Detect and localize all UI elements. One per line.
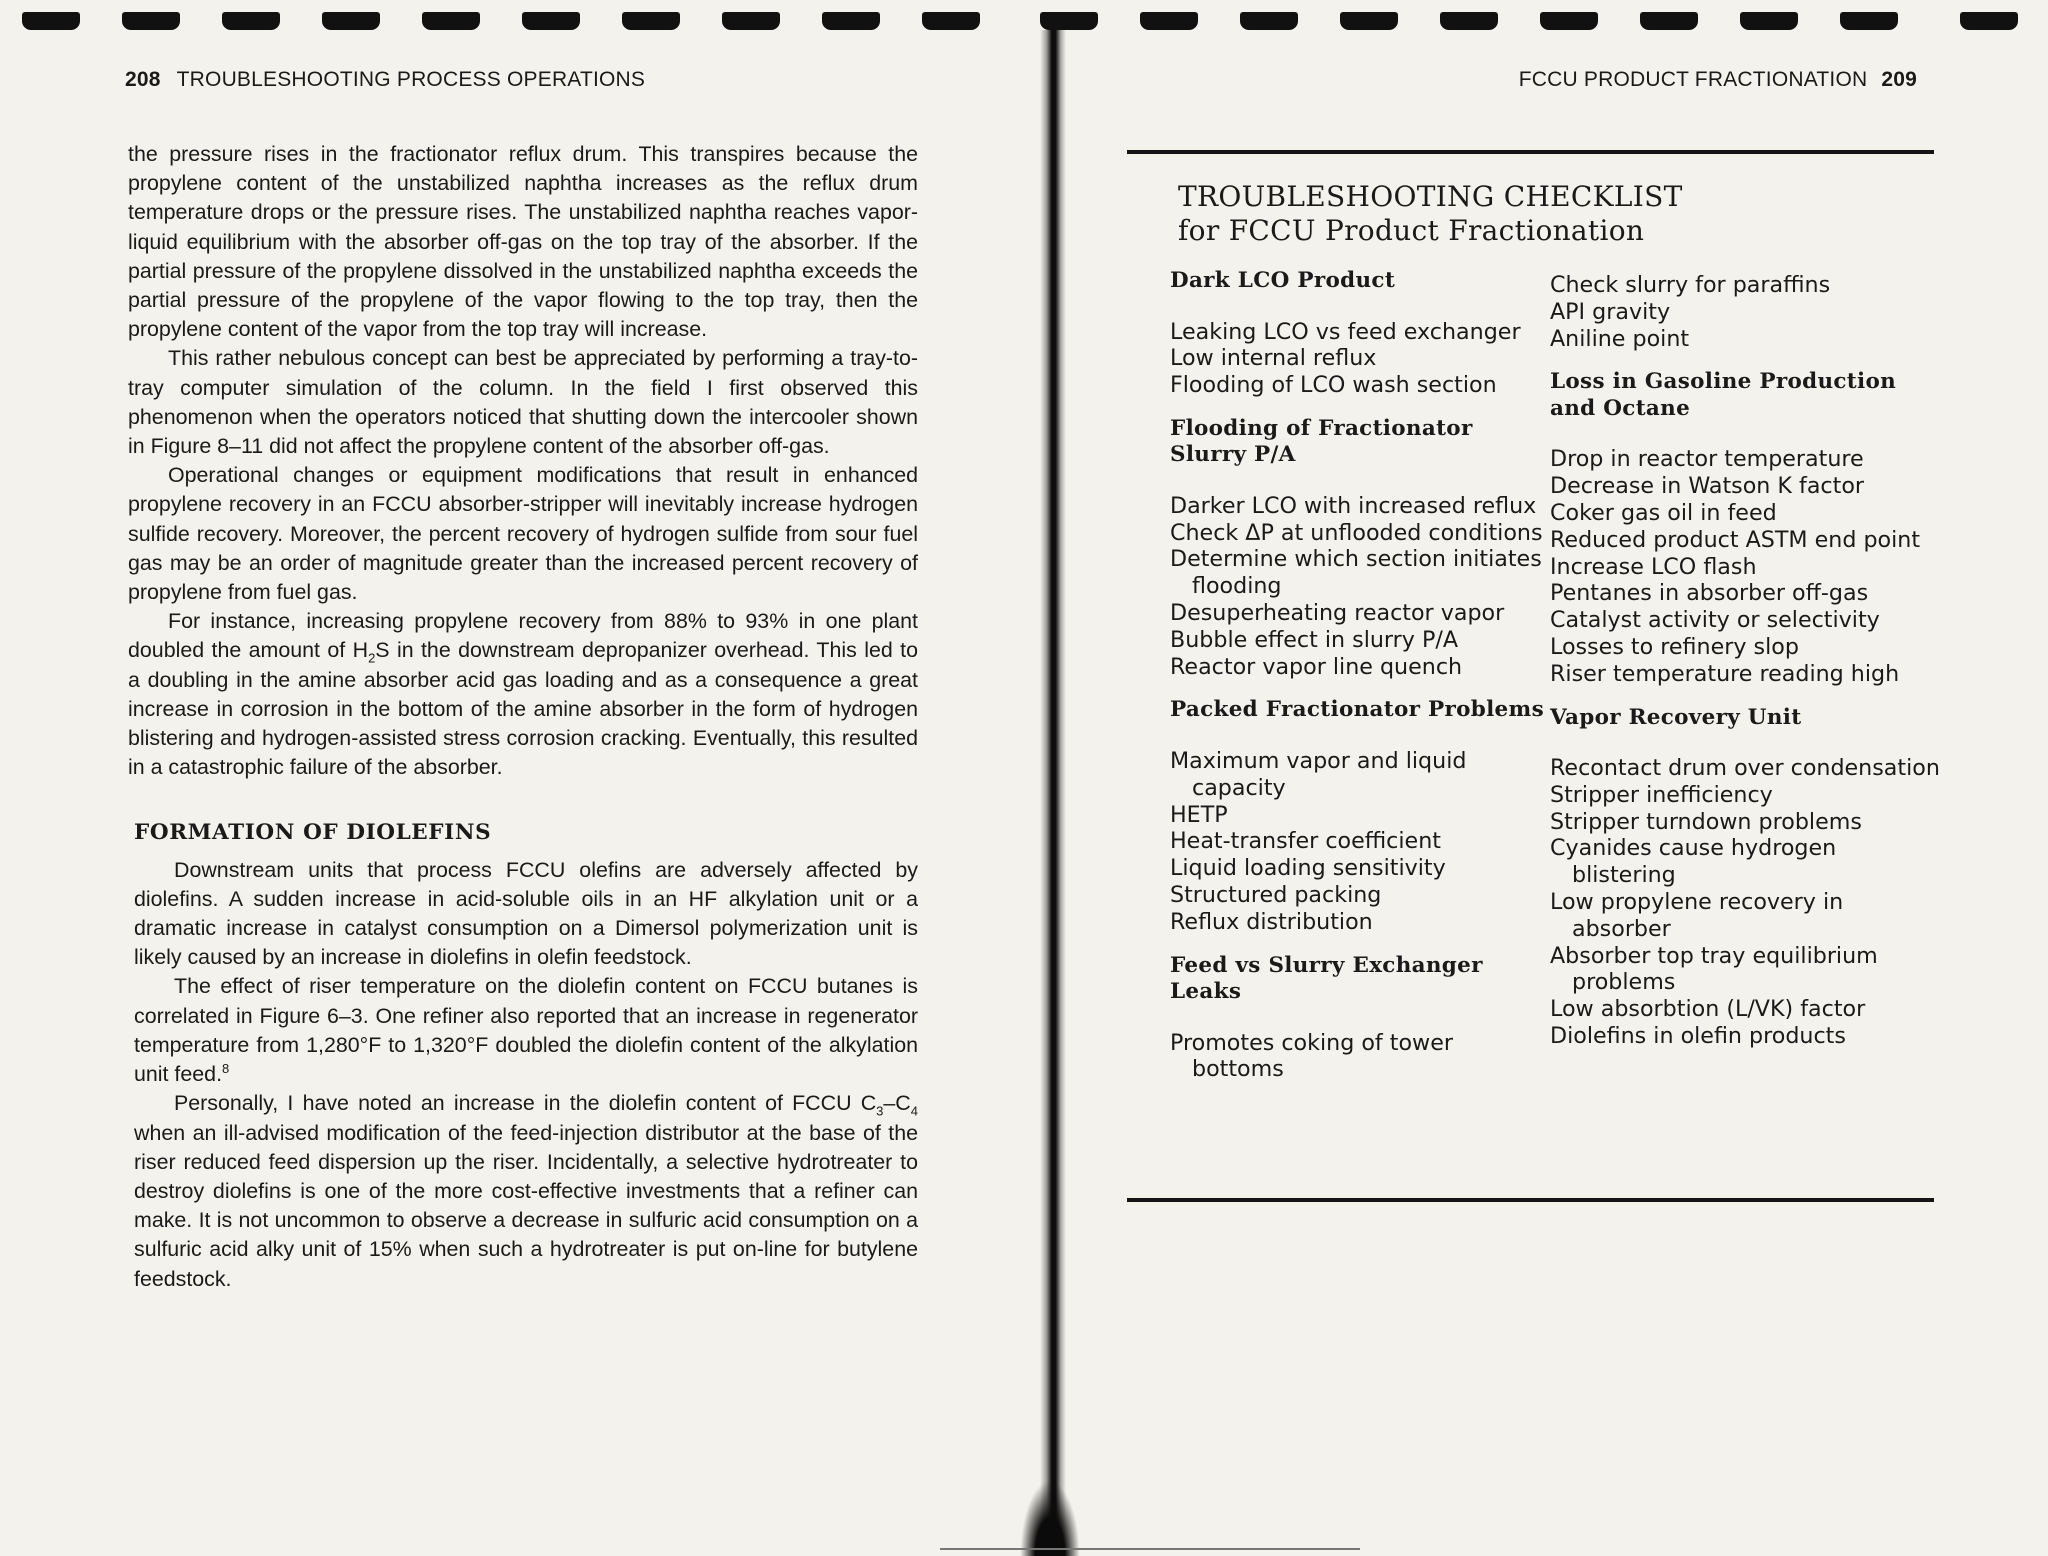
checklist-item: Diolefins in olefin products — [1550, 1023, 1846, 1050]
checklist-right-column — [1550, 272, 1940, 1067]
checklist-item: Increase LCO flash — [1550, 553, 1757, 580]
checklist-section-heading: Vapor Recovery Unit — [1550, 704, 1802, 730]
checklist-item: Liquid loading sensitivity — [1170, 855, 1446, 882]
binding-hole — [1840, 12, 1898, 30]
checklist-item: Heat-transfer coefficient — [1170, 828, 1441, 855]
checklist-item: Structured packing — [1170, 881, 1382, 908]
binding-hole — [1960, 12, 2018, 30]
checklist-item: Pentanes in absorber off-gas — [1550, 580, 1869, 607]
binding-hole — [322, 12, 380, 30]
checklist-item: Decrease in Watson K factor — [1550, 473, 1865, 500]
checklist-bottom-rule — [1127, 1198, 1934, 1202]
binding-hole — [1640, 12, 1698, 30]
checklist-item: Drop in reactor temperature — [1550, 446, 1864, 473]
binding-hole — [1340, 12, 1398, 30]
checklist-section-heading: Feed vs Slurry Exchanger Leaks — [1170, 952, 1483, 1005]
checklist-section — [1170, 953, 1550, 1084]
paragraph: This rather nebulous concept can best be appreciated by performing a tray-to-tray computer simulation of the column. In the field I first observed this phenomenon when the operators noticed that shutting down the intercooler shown in Figure 8–11 did not affect the propylene content of the absorber off-gas. — [128, 346, 918, 459]
binding-hole — [1040, 12, 1098, 30]
binding-hole — [922, 12, 980, 30]
right-running-title: FCCU PRODUCT FRACTIONATION — [1518, 68, 1868, 91]
checklist-section-heading: Loss in Gasoline Production and Octane — [1550, 369, 1897, 421]
checklist-item: Desuperheating reactor vapor — [1170, 600, 1505, 627]
checklist-item: Promotes coking of tower bottoms — [1170, 1029, 1453, 1083]
binding-hole — [22, 12, 80, 30]
checklist-title-line: TROUBLESHOOTING CHECKLIST — [1178, 180, 1683, 213]
text-run: For instance, increasing propylene recovery from 88% to 93% in one plant doubled the amount of H — [128, 609, 918, 663]
checklist-left-column — [1170, 268, 1550, 1100]
checklist-section-heading: Dark LCO Product — [1170, 268, 1396, 293]
binding-hole — [822, 12, 880, 30]
binding-hole — [1440, 12, 1498, 30]
binding-holes — [0, 12, 2048, 32]
text-run: when an ill-advised modification of the feed-injection distributor at the base of the riser reduced feed dispersion up the riser. Incidentally, a selective hydrotreater to destroy diolefins is one of the more cost-effective investments that a refiner can make. It is not uncommon to observe a decrease in sulfuric acid consumption on a sulfuric acid alky unit of 15% when such a hydrotreater is put on-line for butylene feedstock. — [134, 1120, 918, 1291]
paragraph — [128, 607, 918, 782]
checklist-item: Recontact drum over condensation — [1550, 755, 1940, 782]
binding-hole — [1740, 12, 1798, 30]
paragraph — [134, 1089, 918, 1293]
checklist-item: Aniline point — [1550, 325, 1690, 352]
left-running-head — [125, 68, 645, 92]
checklist-item: Low internal reflux — [1170, 345, 1377, 372]
text-run: Personally, I have noted an increase in the diolefin content of FCCU C — [174, 1091, 877, 1116]
binding-hole — [522, 12, 580, 30]
binding-hole — [1240, 12, 1298, 30]
checklist-item: Darker LCO with increased reflux — [1170, 492, 1537, 519]
checklist-item: Leaking LCO vs feed exchanger — [1170, 318, 1521, 345]
checklist-item: Reactor vapor line quench — [1170, 653, 1463, 680]
checklist-item: Coker gas oil in feed — [1550, 499, 1777, 526]
checklist-title — [1178, 180, 1683, 248]
checklist-item: HETP — [1170, 801, 1228, 828]
binding-hole — [1140, 12, 1198, 30]
checklist-item: Absorber top tray equilibrium problems — [1550, 942, 1878, 996]
right-running-head — [1519, 68, 1917, 92]
checklist-section — [1550, 272, 1940, 352]
checklist-item: Low propylene recovery in absorber — [1550, 889, 1844, 942]
checklist-section — [1550, 705, 1940, 1050]
footnote-ref: 8 — [222, 1060, 230, 1076]
checklist-item: Reflux distribution — [1170, 908, 1373, 935]
checklist-item: Check ΔP at unflooded conditions — [1170, 519, 1543, 546]
diolefins-section — [128, 818, 918, 1293]
checklist-item: Low absorbtion (L/VK) factor — [1550, 996, 1866, 1023]
checklist-item: Riser temperature reading high — [1550, 660, 1900, 687]
left-page-number: 208 — [125, 68, 161, 91]
checklist-item: Cyanides cause hydrogen blistering — [1550, 835, 1837, 889]
paragraph: Downstream units that process FCCU olefins are adversely affected by diolefins. A sudden increase in acid-soluble oils in an HF alkylation unit or a dramatic increase in catalyst consumption on a Dimersol polymerization unit is likely caused by an increase in diolefins in olefin feedstock. — [134, 857, 918, 970]
checklist-item: Losses to refinery slop — [1550, 633, 1799, 660]
checklist-item: Check slurry for paraffins — [1550, 272, 1831, 298]
checklist-section — [1170, 697, 1550, 935]
checklist-item: Determine which section initiates flooding — [1170, 546, 1542, 600]
left-page-body — [128, 140, 918, 1294]
text-run: The effect of riser temperature on the diolefin content on FCCU butanes is correlated in Figure 6–3. One refiner also reported that an increase in regenerator temperature from 1,280°F to 1,320°F doubled the diolefin content of the alkylation unit feed. — [134, 974, 918, 1087]
book-gutter — [1040, 30, 1066, 1556]
checklist-top-rule — [1127, 150, 1934, 154]
binding-hole — [722, 12, 780, 30]
checklist-section-heading: Packed Fractionator Problems — [1170, 697, 1544, 723]
checklist-item: Stripper inefficiency — [1550, 781, 1773, 808]
paragraph: the pressure rises in the fractionator reflux drum. This transpires because the propylene content of the unstabilized naphtha increases as the reflux drum temperature drops or the pressure rises. The unstabilized naphtha reaches vapor-liquid equilibrium with the absorber off-gas on the top tray of the absorber. If the partial pressure of the propylene dissolved in the unstabilized naphtha exceeds the partial pressure of the propylene of the vapor flowing to the top tray, then the propylene content of the vapor from the top tray will increase. — [128, 142, 918, 342]
gutter-shadow — [1020, 1480, 1080, 1556]
checklist-section-heading: Flooding of Fractionator Slurry P/A — [1170, 415, 1473, 468]
subscript: 3 — [876, 1103, 884, 1119]
page-edge-line — [940, 1548, 1360, 1550]
checklist-item: Flooding of LCO wash section — [1170, 372, 1497, 399]
binding-hole — [222, 12, 280, 30]
checklist-item: Reduced product ASTM end point — [1550, 526, 1921, 553]
checklist-section — [1550, 369, 1940, 687]
section-heading: FORMATION OF DIOLEFINS — [134, 820, 492, 846]
binding-hole — [1540, 12, 1598, 30]
checklist-section — [1170, 268, 1550, 399]
subscript: 4 — [910, 1103, 918, 1119]
right-page-number: 209 — [1881, 68, 1917, 91]
binding-hole — [122, 12, 180, 30]
binding-hole — [622, 12, 680, 30]
checklist-item: API gravity — [1550, 298, 1671, 325]
checklist-section — [1170, 416, 1550, 681]
text-run: S in the downstream depropanizer overhead. This led to a doubling in the amine absorber acid gas loading and as a consequence a great increase in corrosion in the bottom of the amine absorber in the form of hydrogen blistering and hydrogen-assisted stress corrosion cracking. Eventually, this resulted in a catastrophic failure of the absorber. — [128, 638, 918, 780]
binding-hole — [422, 12, 480, 30]
left-running-title: TROUBLESHOOTING PROCESS OPERATIONS — [176, 68, 646, 91]
checklist-item: Stripper turndown problems — [1550, 808, 1862, 835]
text-run: –C — [883, 1091, 911, 1116]
checklist-item: Maximum vapor and liquid capacity — [1170, 747, 1467, 801]
checklist-item: Bubble effect in slurry P/A — [1170, 626, 1458, 653]
checklist-subtitle: for FCCU Product Fractionation — [1178, 214, 1645, 247]
subscript: 2 — [368, 650, 376, 666]
paragraph — [134, 972, 918, 1089]
checklist-item: Catalyst activity or selectivity — [1550, 607, 1880, 634]
paragraph: Operational changes or equipment modifications that result in enhanced propylene recovery in an FCCU absorber-stripper will inevitably increase hydrogen sulfide recovery. Moreover, the percent recovery of hydrogen sulfide from sour fuel gas may be an order of magnitude greater than the increased percent recovery of propylene from fuel gas. — [128, 463, 918, 605]
